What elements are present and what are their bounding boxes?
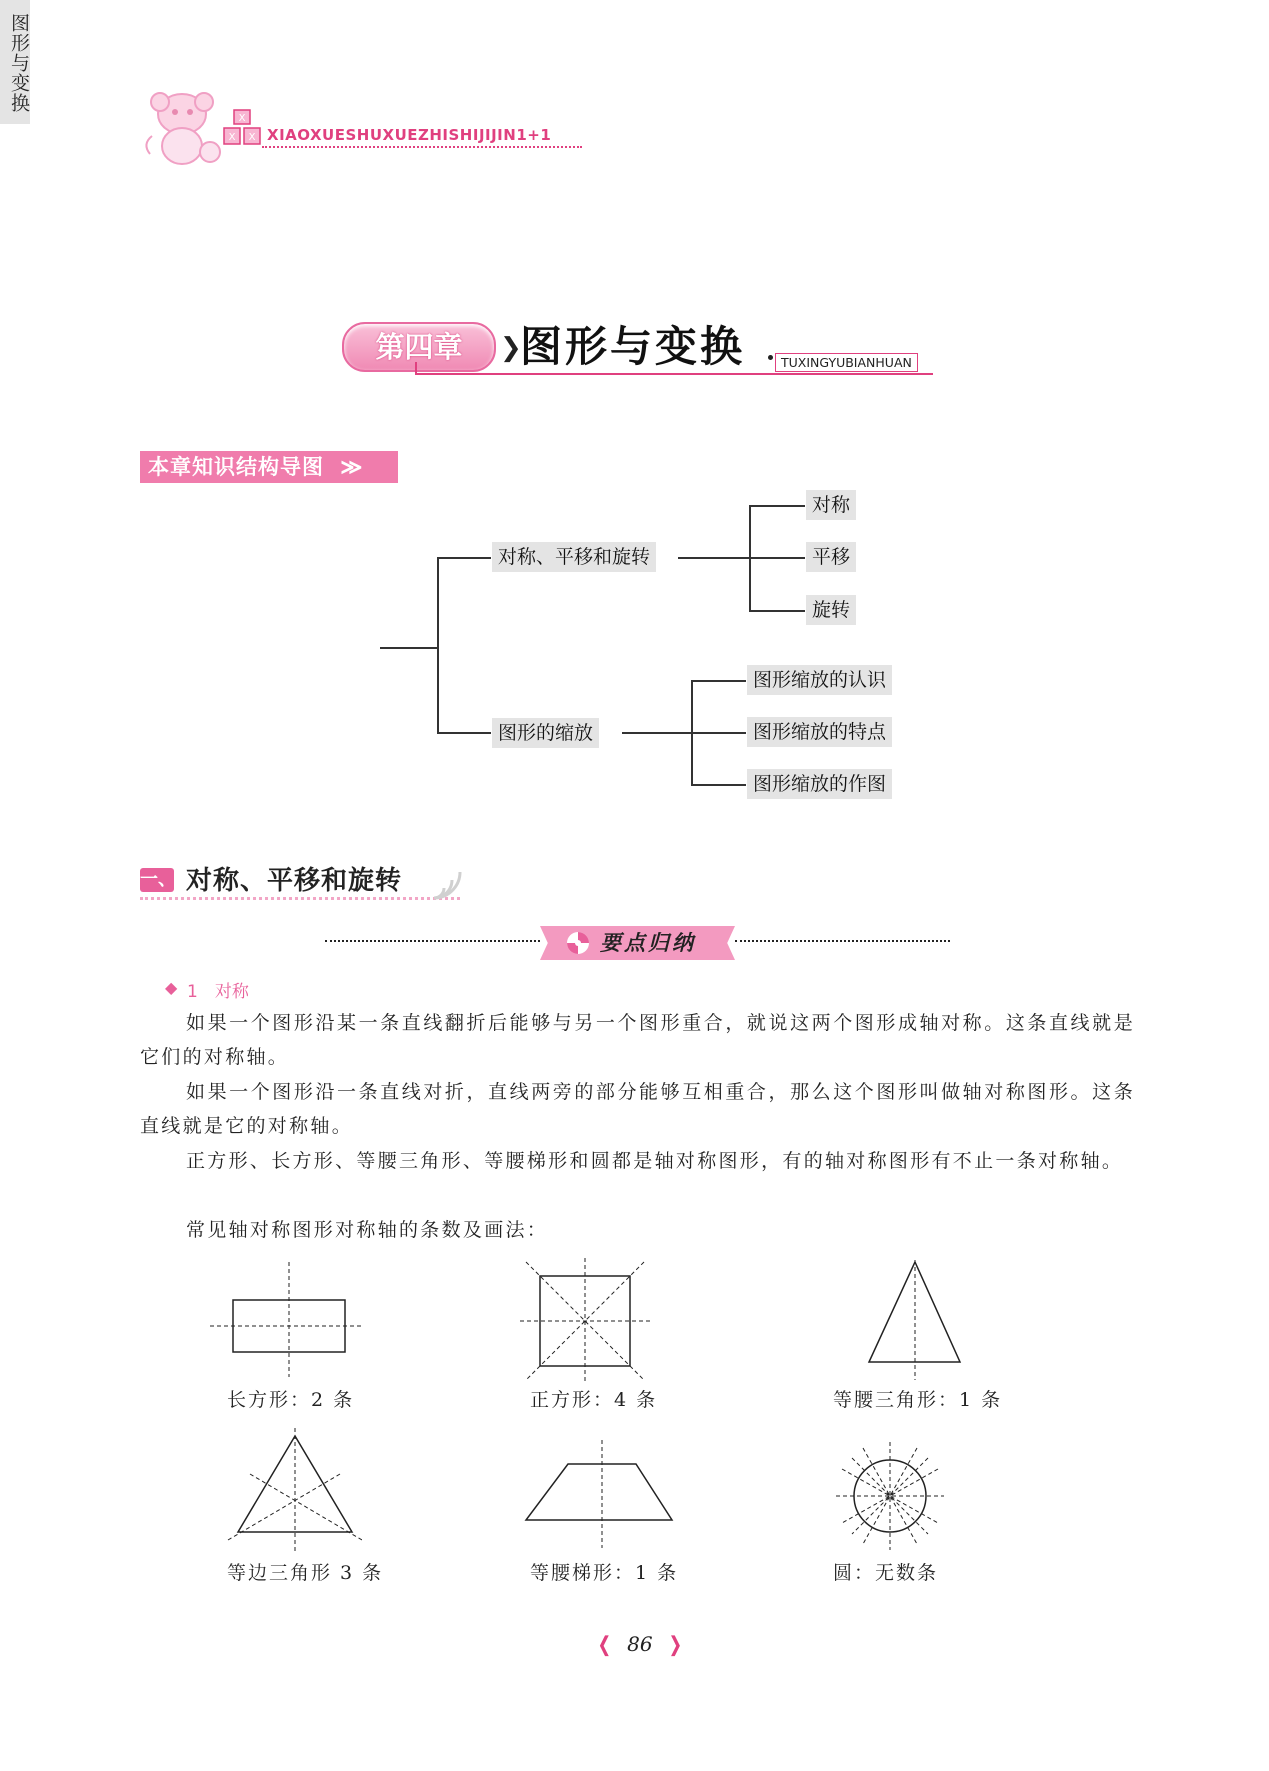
bullet-dot-icon (768, 355, 773, 360)
tree-connector (691, 680, 746, 682)
tree-connector (691, 732, 746, 734)
tree-connector (749, 557, 805, 559)
tree-connector (749, 610, 805, 612)
tree-branch-scaling: 图形的缩放 (492, 718, 599, 748)
tree-connector (380, 647, 438, 649)
circle-figure (830, 1436, 950, 1556)
header-divider (262, 146, 582, 148)
tree-leaf: 对称 (806, 490, 856, 520)
isosceles-triangle-figure (860, 1260, 970, 1382)
tree-connector (437, 732, 491, 734)
chapter-rule (415, 373, 933, 375)
tree-connector (691, 784, 746, 786)
figure-caption: 等腰三角形：1 条 (833, 1389, 1003, 1411)
paragraph: 如果一个图形沿一条直线对折，直线两旁的部分能够互相重合，那么这个图形叫做轴对称图形。这条直线就是它的对称轴。 (140, 1081, 1135, 1137)
square-figure (520, 1258, 650, 1382)
tree-connector (437, 557, 491, 559)
tree-leaf: 平移 (806, 542, 856, 572)
figure-caption: 正方形：4 条 (530, 1389, 658, 1411)
page-number: 86 (627, 1632, 653, 1656)
chapter-pinyin: TUXINGYUBIANHUAN (775, 353, 918, 372)
tree-leaf: 图形缩放的特点 (747, 717, 892, 747)
series-code: XIAOXUESHUXUEZHISHIJIJIN1+1 (267, 126, 552, 144)
section-underline (140, 897, 460, 900)
letter-cubes-icon (222, 108, 264, 148)
figure-caption: 圆：无数条 (833, 1562, 939, 1584)
cube-letter: X (238, 113, 246, 124)
page-right-mark-icon: ❭ (666, 1632, 684, 1656)
tree-connector (437, 557, 439, 733)
tree-connector (678, 557, 750, 559)
section-title: 对称、平移和旋转 (186, 866, 403, 896)
tree-root: 图形与变换 (0, 0, 30, 124)
tree-leaf: 旋转 (806, 595, 856, 625)
dotted-rule (735, 940, 950, 942)
chapter-number: 第四章 (375, 330, 463, 364)
chevron-right-icon: ❯ (500, 333, 522, 363)
knowledge-map-label (140, 451, 398, 483)
diamond-bullet-icon: ◆ (165, 978, 178, 997)
knowledge-map-label-text: 本章知识结构导图 (148, 454, 324, 479)
key-points-label: 要点归纳 (600, 931, 696, 955)
dotted-rule (325, 940, 540, 942)
figure-caption: 等腰梯形：1 条 (530, 1562, 679, 1584)
tree-connector (622, 732, 692, 734)
section-number: 一、 (140, 869, 176, 890)
rectangle-figure (210, 1262, 370, 1382)
figure-caption: 长方形：2 条 (227, 1389, 355, 1411)
page-number-row (596, 1632, 684, 1656)
tree-branch-symmetry: 对称、平移和旋转 (492, 542, 656, 572)
paragraph: 常见轴对称图形对称轴的条数及画法： (186, 1219, 549, 1241)
paragraph: 如果一个图形沿某一条直线翻折后能够与另一个图形重合，就说这两个图形成轴对称。这条直线就是它们的对称轴。 (140, 1012, 1135, 1068)
figure-caption: 等边三角形 3 条 (227, 1562, 384, 1584)
mascot-icon (140, 84, 230, 170)
isosceles-trapezoid-figure (520, 1440, 680, 1550)
tree-leaf: 图形缩放的作图 (747, 769, 892, 799)
tree-leaf: 图形缩放的认识 (747, 665, 892, 695)
paragraph: 正方形、长方形、等腰三角形、等腰梯形和圆都是轴对称图形，有的轴对称图形有不止一条对称轴。 (186, 1150, 1124, 1172)
equilateral-triangle-figure (222, 1428, 362, 1558)
double-chevron-icon: ≫ (340, 454, 364, 479)
pinwheel-icon (565, 930, 591, 956)
cube-letter: X (248, 132, 256, 143)
page-left-mark-icon: ❬ (596, 1632, 613, 1656)
chapter-title: 图形与变换 (520, 322, 746, 371)
tree-connector (749, 505, 805, 507)
topic-heading: 1 对称 (187, 982, 249, 1002)
cube-letter: X (228, 132, 236, 143)
signal-arcs-icon (430, 872, 466, 902)
